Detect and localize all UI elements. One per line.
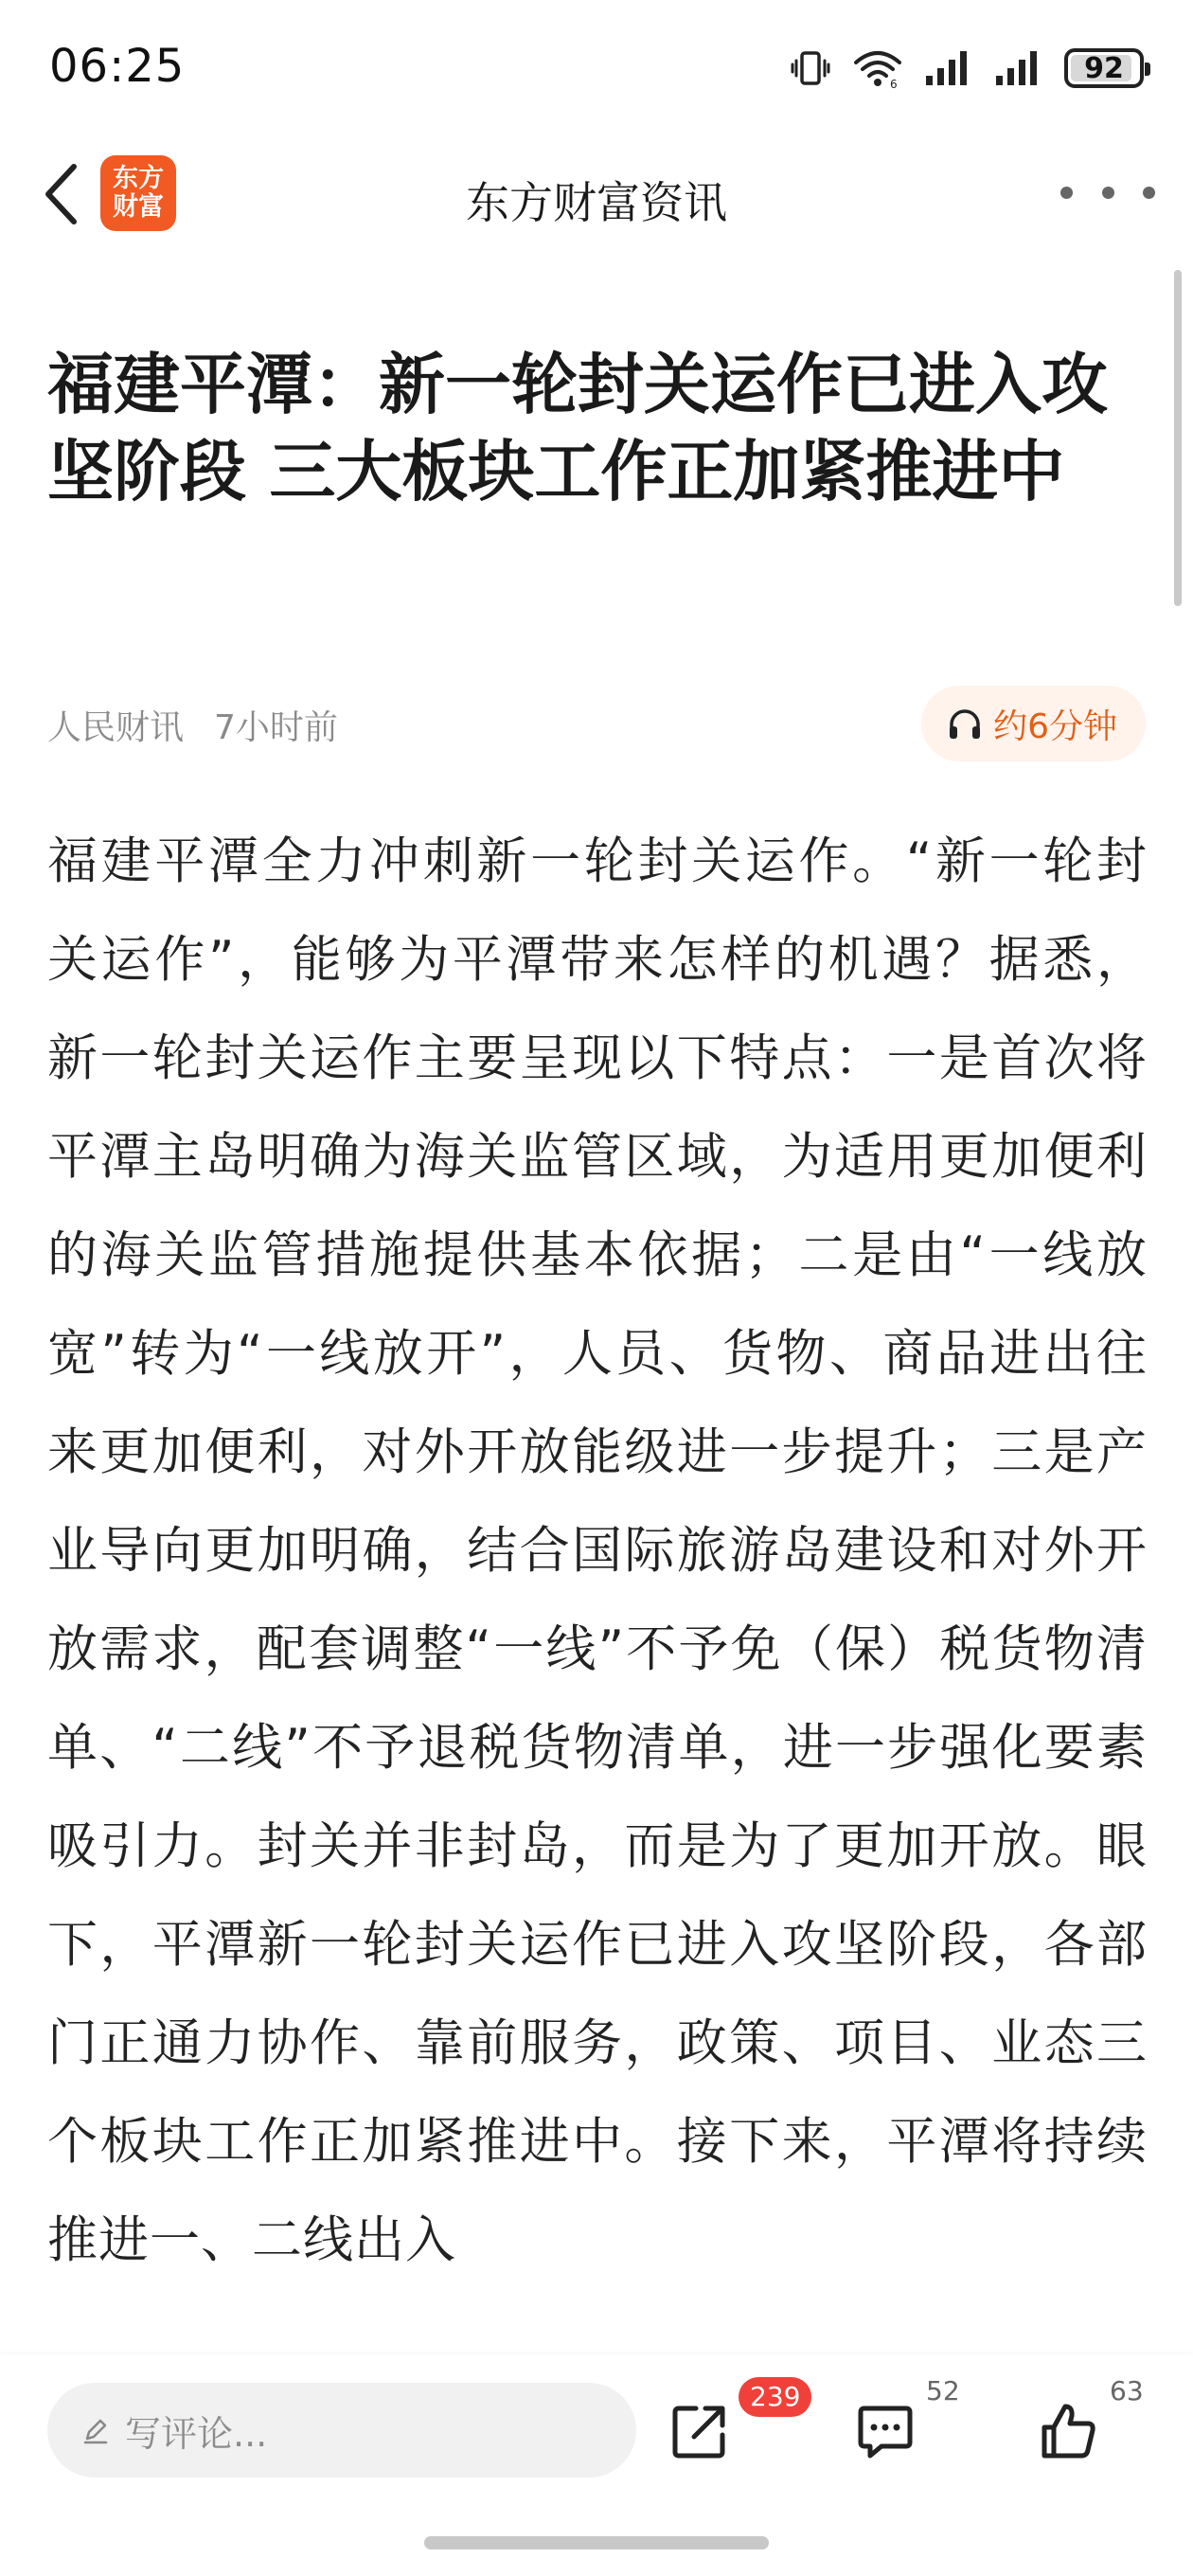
svg-text:6: 6 bbox=[890, 78, 898, 89]
nav-bar bbox=[0, 142, 1193, 246]
page-title: 东方财富资讯 bbox=[466, 177, 727, 228]
scrollbar[interactable] bbox=[1174, 270, 1182, 606]
comment-input[interactable] bbox=[47, 2383, 636, 2478]
thumbs-up-icon bbox=[1039, 2401, 1099, 2461]
comment-count: 52 bbox=[926, 2375, 960, 2406]
article-title: 福建平潭：新一轮封关运作已进入攻坚阶段 三大板块工作正加紧推进中 bbox=[47, 346, 1108, 510]
pencil-icon bbox=[81, 2416, 110, 2444]
bottom-action-bar bbox=[0, 2354, 1193, 2576]
comment-button[interactable] bbox=[843, 2388, 928, 2474]
listen-button[interactable] bbox=[921, 686, 1146, 761]
more-dots-icon bbox=[1060, 187, 1073, 199]
battery-icon bbox=[1064, 48, 1144, 88]
logo-text-line2: 财富 bbox=[113, 192, 164, 222]
article-body: 福建平潭全力冲刺新一轮封关运作。“新一轮封关运作”，能够为平潭带来怎样的机遇？据悉，新一轮封关运作主要呈现以下特点：一是首次将平潭主岛明确为海关监管区域，为适用更加便利的海关监管措施提供基本依据；二是由“一线放宽”转为“一线放开”，人员、货物、商品进出往来更加便利，对外开放能级进一步提升；三是产业导向更加明确，结合国际旅游岛建设和对外开放需求，配套调整“一线”不予免（保）税货物清单、“二线”不予退税货物清单，进一步强化要素吸引力。封关并非封岛，而是为了更加开放。眼下，平潭新一轮封关运作已进入攻坚阶段，各部门正通力协作、靠前服务，政策、项目、业态三个板块工作正加紧推进中。接下来，平潭将持续推进一、二线出入 bbox=[47, 832, 1148, 2269]
article-source[interactable]: 人民财讯 bbox=[47, 708, 185, 747]
share-button[interactable] bbox=[657, 2388, 742, 2474]
article-meta bbox=[47, 701, 338, 749]
share-icon bbox=[669, 2401, 730, 2461]
signal-icon bbox=[924, 49, 973, 87]
like-button[interactable] bbox=[1026, 2388, 1112, 2474]
more-dots-icon bbox=[1102, 187, 1114, 199]
status-icons bbox=[790, 45, 1144, 91]
more-dots-icon bbox=[1143, 187, 1155, 199]
comment-icon bbox=[855, 2401, 916, 2461]
share-count-badge: 239 bbox=[739, 2377, 811, 2417]
status-bar bbox=[0, 0, 1193, 142]
vibrate-icon bbox=[790, 47, 831, 89]
battery-percent: 92 bbox=[1084, 51, 1124, 85]
signal-icon bbox=[994, 49, 1043, 87]
wifi-icon bbox=[852, 47, 903, 89]
read-time-label: 约6分钟 bbox=[993, 707, 1117, 746]
status-time: 06:25 bbox=[49, 40, 186, 93]
headphones-icon bbox=[946, 705, 984, 742]
home-indicator[interactable] bbox=[424, 2536, 769, 2549]
comment-placeholder: 写评论... bbox=[125, 2412, 268, 2455]
logo-text-line1: 东方 bbox=[113, 164, 164, 193]
article-time: 7小时前 bbox=[214, 708, 338, 747]
like-count: 63 bbox=[1110, 2375, 1144, 2406]
more-button[interactable] bbox=[1060, 178, 1155, 206]
